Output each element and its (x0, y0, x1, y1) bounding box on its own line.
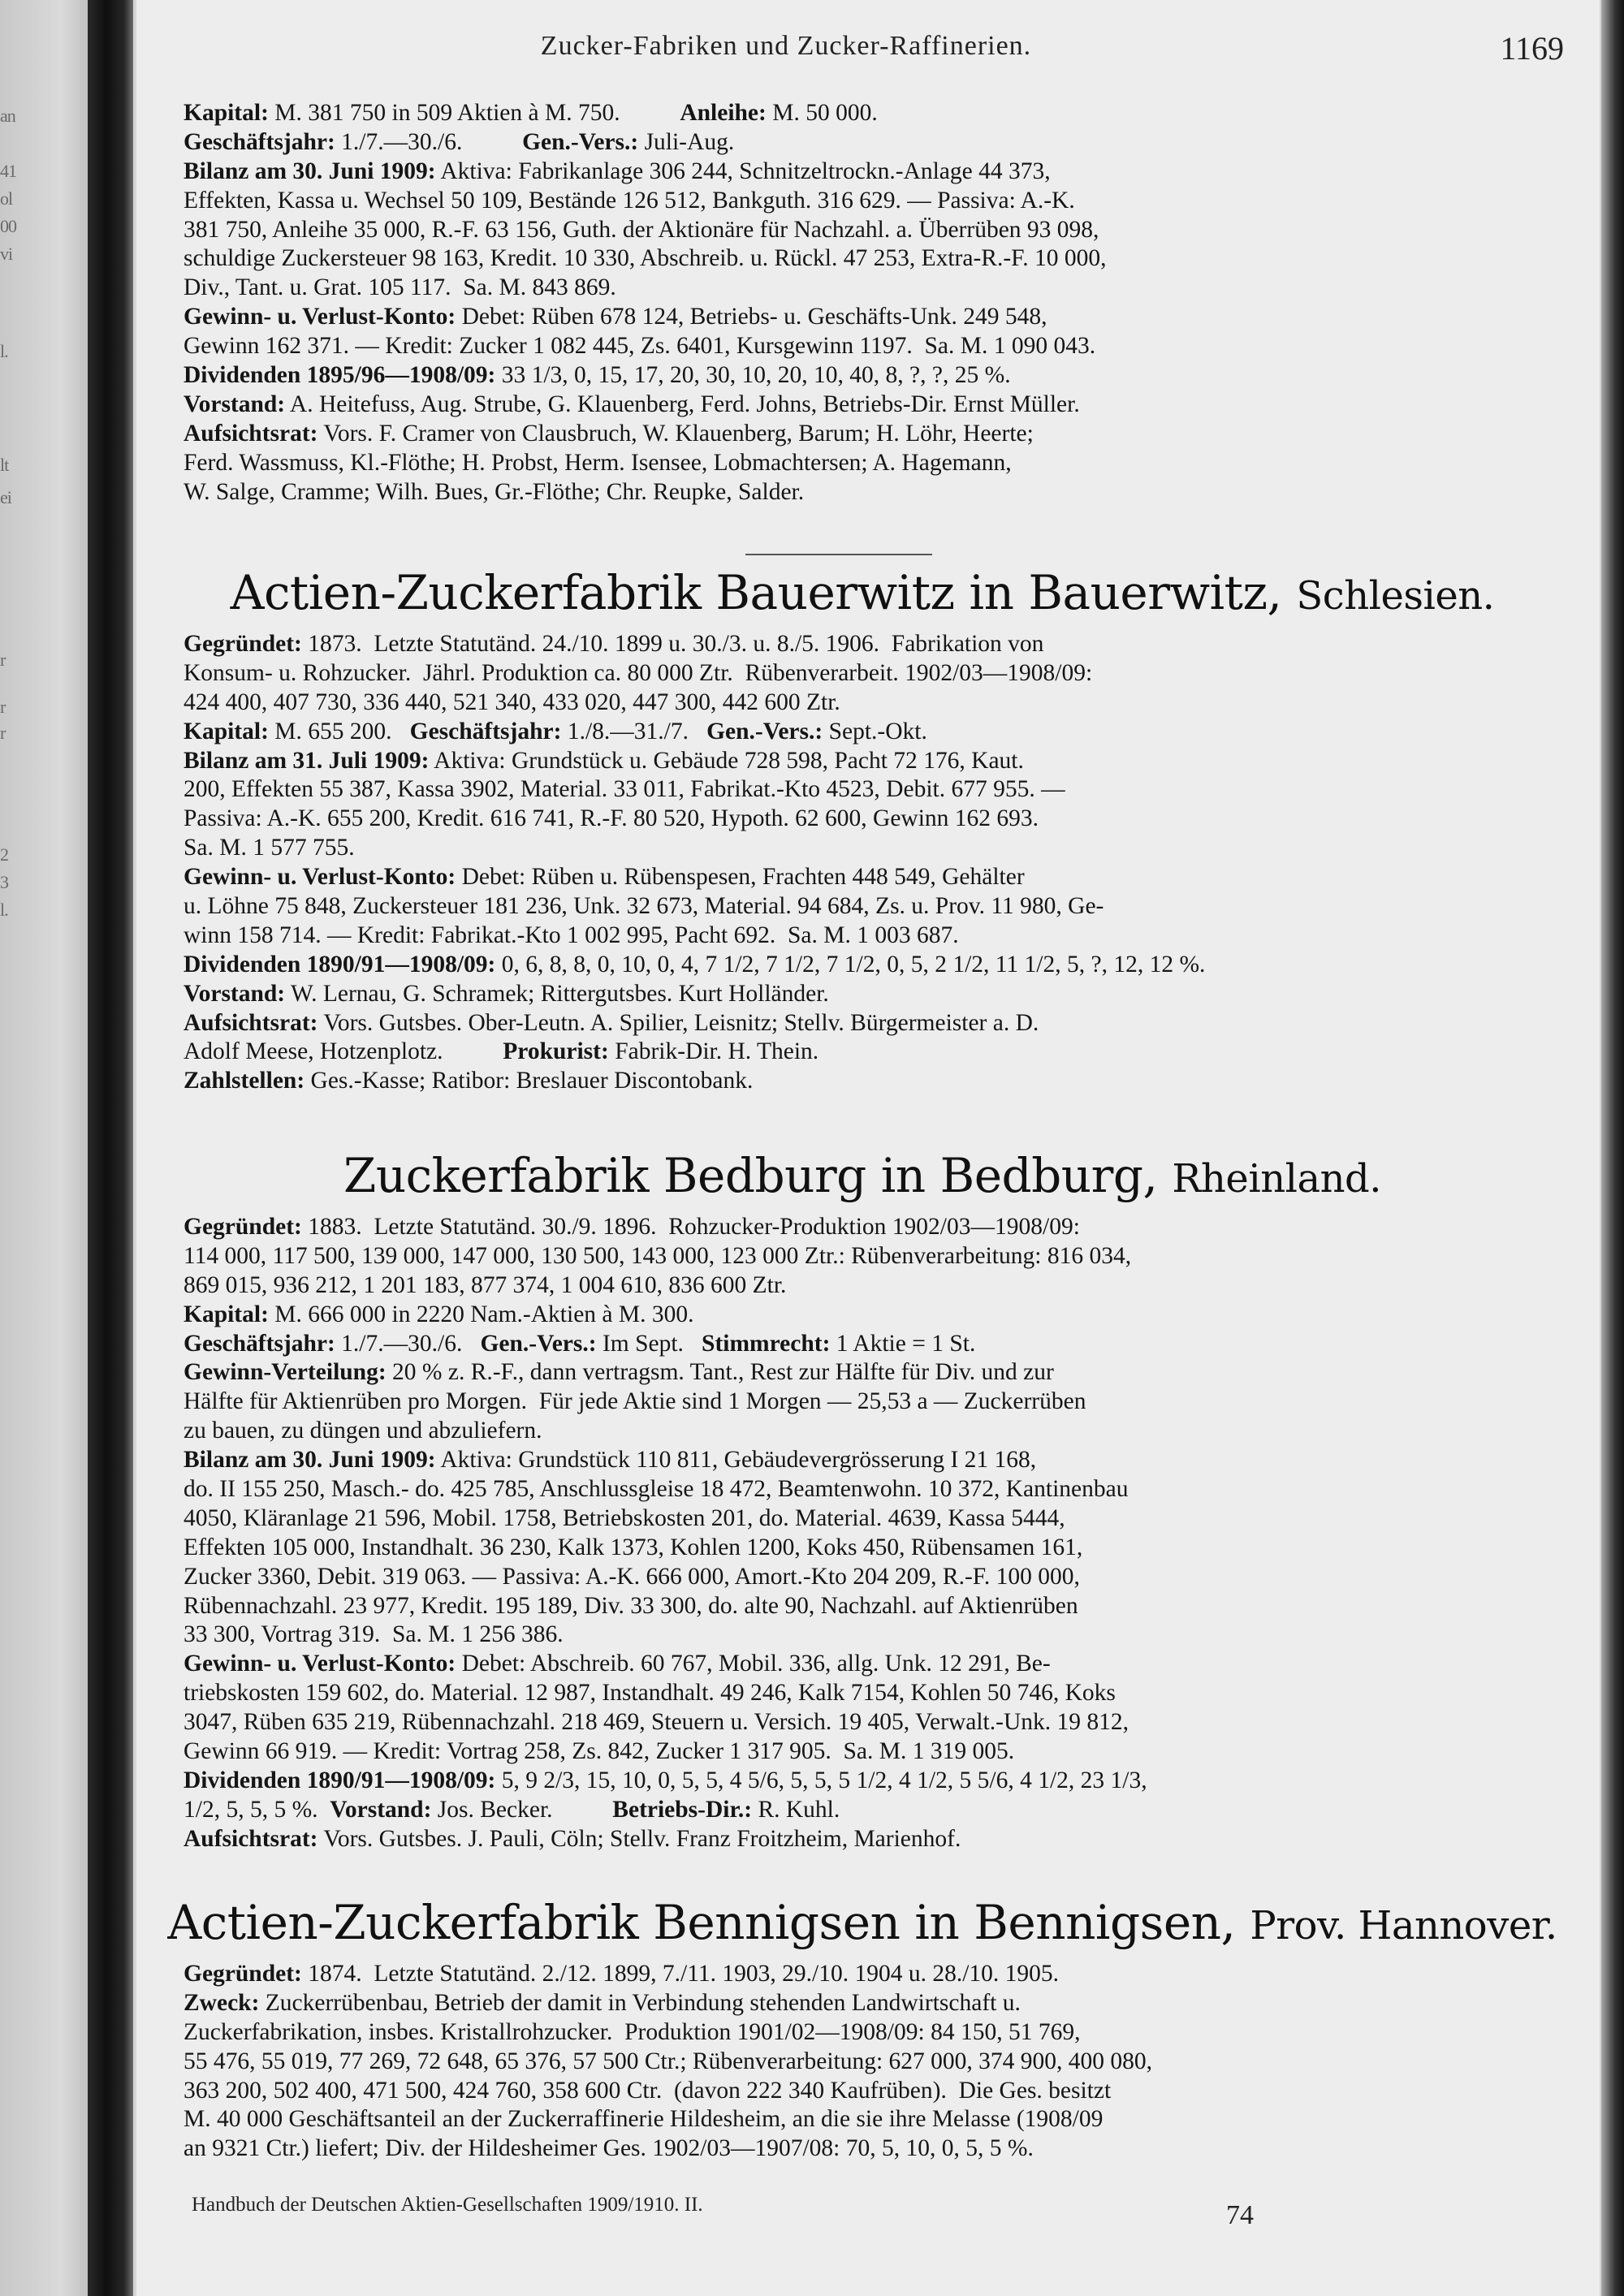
field-text: 1 Aktie = 1 St. (830, 1330, 976, 1357)
field-label: Bilanz am 30. Juni 1909: (184, 158, 436, 184)
company-title (156, 564, 1569, 624)
field-label: Geschäftsjahr: (184, 1330, 335, 1357)
entry-line (184, 2048, 1580, 2077)
field-text: Debet: Rüben 678 124, Betriebs- u. Geschäfts-Unk. 249 548, (456, 304, 1047, 330)
page-footer: Handbuch der Deutschen Aktien-Gesellschaften 1909/1910. II. (192, 2194, 703, 2216)
field-text: M. 655 200. (268, 718, 410, 744)
entry-line (184, 863, 1580, 892)
field-text: Effekten, Kassa u. Wechsel 50 109, Bestände 126 512, Bankguth. 316 629. — Passiva: A.-K. (184, 187, 1075, 214)
entry-line (184, 1650, 1580, 1679)
field-text: Jos. Becker. (431, 1796, 613, 1823)
company-region: Rheinland. (1172, 1156, 1381, 1202)
entry-line (184, 2134, 1580, 2164)
field-label: Gewinn- u. Verlust-Konto: (184, 864, 456, 891)
entry-line (184, 980, 1580, 1009)
entry-line (184, 951, 1580, 980)
field-text: Fabrik-Dir. H. Thein. (608, 1038, 819, 1065)
entry-line (184, 361, 1580, 391)
field-text: Ges.-Kasse; Ratibor: Breslauer Discontobank. (304, 1068, 754, 1094)
field-text: W. Lernau, G. Schramek; Rittergutsbes. Kurt Holländer. (285, 980, 829, 1007)
sheet-number: 74 (1226, 2200, 1254, 2230)
entry-line (184, 1563, 1580, 1592)
entry-line (184, 274, 1580, 303)
entry-line (184, 1621, 1580, 1650)
page-edge-shadow (1601, 0, 1624, 2296)
field-label: Vorstand: (184, 391, 286, 417)
field-label: Zweck: (184, 1989, 260, 2016)
field-label: Dividenden 1890/91—1908/09: (184, 1767, 496, 1793)
field-label: Gewinn-Verteilung: (184, 1359, 387, 1386)
field-label: Anleihe: (680, 100, 767, 126)
entry-line (184, 216, 1580, 245)
field-text: Rübennachzahl. 23 977, Kredit. 195 189, Div. 33 300, do. alte 90, Nachzahl. auf Aktienrüben (184, 1592, 1078, 1619)
field-text: Konsum- u. Rohzucker. Jährl. Produktion ca. 80 000 Ztr. Rübenverarbeit. 1902/03—1908/09: (184, 659, 1093, 686)
entry-line (184, 892, 1580, 921)
entry-line (184, 1038, 1580, 1067)
field-label: Aufsichtsrat: (184, 1825, 318, 1852)
field-text: Ferd. Wassmuss, Kl.-Flöthe; H. Probst, Herm. Isensee, Lobmachtersen; A. Hagemann, (184, 449, 1012, 476)
margin-fragment: 3 (0, 872, 8, 892)
entry-line (184, 1825, 1580, 1854)
field-text: schuldige Zuckersteuer 98 163, Kredit. 10 330, Abschreib. u. Rückl. 47 253, Extra-R.-F. 10 000, (184, 245, 1107, 272)
entry-line (184, 420, 1580, 449)
entry-line (184, 1592, 1580, 1621)
field-text: Passiva: A.-K. 655 200, Kredit. 616 741, R.-F. 80 520, Hypoth. 62 600, Gewinn 162 693. (184, 805, 1039, 832)
adjacent-page-margin (0, 0, 88, 2296)
entry-line (184, 1213, 1580, 1242)
section-continuation (184, 99, 1580, 507)
entry-line (184, 1388, 1580, 1417)
field-text: A. Heitefuss, Aug. Strube, G. Klauenberg, Ferd. Johns, Betriebs-Dir. Ernst Müller. (285, 391, 1080, 417)
field-text: 869 015, 936 212, 1 201 183, 877 374, 1 004 610, 836 600 Ztr. (184, 1271, 787, 1298)
entry-line (184, 2105, 1580, 2134)
entry-line (184, 1358, 1580, 1388)
book-binding-shadow (88, 0, 133, 2296)
margin-fragment: ei (0, 487, 11, 507)
page-number: 1169 (1500, 30, 1564, 67)
field-text: 33 300, Vortrag 319. Sa. M. 1 256 386. (184, 1621, 564, 1648)
entry-line (184, 158, 1580, 187)
entry-line (184, 244, 1580, 274)
entry-line (184, 834, 1580, 863)
field-label: Bilanz am 31. Juli 1909: (184, 747, 430, 774)
entry-line (184, 805, 1580, 834)
entry-line (184, 187, 1580, 216)
entry-line (184, 1009, 1580, 1038)
entry-line (184, 1330, 1580, 1359)
entry-line (184, 303, 1580, 332)
margin-fragment: vi (0, 244, 13, 264)
field-text: Vors. F. Cramer von Clausbruch, W. Klauenberg, Barum; H. Löhr, Heerte; (317, 420, 1034, 447)
entry-line (184, 630, 1580, 659)
field-label: Bilanz am 30. Juni 1909: (184, 1447, 436, 1474)
company-name: Zuckerfabrik Bedburg in Bedburg, (343, 1148, 1158, 1203)
margin-fragment: ol (0, 188, 13, 209)
field-text: 1874. Letzte Statutänd. 2./12. 1899, 7./11. 1903, 29./10. 1904 u. 28./10. 1905. (301, 1961, 1060, 1987)
margin-fragment: l. (0, 900, 8, 920)
margin-fragment: 2 (0, 844, 8, 865)
field-text: Sa. M. 1 577 755. (184, 835, 355, 861)
entry-line (184, 2018, 1580, 2048)
company-title (156, 1147, 1569, 1207)
entry-line (184, 332, 1580, 361)
field-text: 363 200, 502 400, 471 500, 424 760, 358 600 Ctr. (davon 222 340 Kaufrüben). Die Ges. besitzt (184, 2077, 1112, 2104)
field-label: Stimmrecht: (702, 1330, 831, 1357)
field-label: Gen.-Vers.: (480, 1330, 597, 1357)
entry-line (184, 775, 1580, 805)
field-text: Div., Tant. u. Grat. 105 117. Sa. M. 843 869. (184, 274, 616, 301)
entry-line (184, 718, 1580, 747)
field-label: Dividenden 1895/96—1908/09: (184, 362, 496, 389)
entry-line (184, 1534, 1580, 1563)
field-text: 3047, Rüben 635 219, Rübennachzahl. 218 469, Steuern u. Versich. 19 405, Verwalt.-Unk. 19 812, (184, 1709, 1129, 1736)
section-bauerwitz (184, 630, 1580, 1096)
field-label: Gewinn- u. Verlust-Konto: (184, 1651, 456, 1677)
field-text: Aktiva: Fabrikanlage 306 244, Schnitzeltrockn.-Anlage 44 373, (435, 158, 1051, 184)
field-text: 1./8.—31./7. (561, 718, 707, 744)
field-label: Vorstand: (330, 1796, 432, 1823)
field-text: 55 476, 55 019, 77 269, 72 648, 65 376, 57 500 Ctr.; Rübenverarbeitung: 627 000, 374 900, 400 080, (184, 2048, 1153, 2074)
entry-line (184, 1960, 1580, 1989)
field-label: Gegründet: (184, 631, 302, 657)
field-text: do. II 155 250, Masch.- do. 425 785, Anschlussgleise 18 472, Beamtenwohn. 10 372, Kantinenbau (184, 1476, 1129, 1503)
entry-line (184, 1989, 1580, 2018)
margin-fragment: l. (0, 341, 8, 361)
margin-fragment: r (0, 697, 6, 717)
entry-line (184, 1504, 1580, 1534)
entry-line (184, 688, 1580, 718)
field-label: Gewinn- u. Verlust-Konto: (184, 304, 456, 330)
section-rule (745, 554, 932, 555)
field-text: Gewinn 162 371. — Kredit: Zucker 1 082 445, Zs. 6401, Kursgewinn 1197. Sa. M. 1 090 043. (184, 333, 1096, 360)
field-label: Zahlstellen: (184, 1068, 305, 1094)
field-text: Adolf Meese, Hotzenplotz. (184, 1038, 503, 1065)
field-text: 381 750, Anleihe 35 000, R.-F. 63 156, Guth. der Aktionäre für Nachzahl. a. Überrüben 93 098, (184, 216, 1099, 243)
field-text: 1/2, 5, 5, 5 %. (184, 1796, 330, 1823)
field-label: Kapital: (184, 1301, 269, 1327)
entry-line (184, 1475, 1580, 1504)
field-text: 0, 6, 8, 8, 0, 10, 0, 4, 7 1/2, 7 1/2, 7 1/2, 0, 5, 2 1/2, 11 1/2, 5, ?, 12, 12 %. (495, 951, 1206, 978)
entry-line (184, 921, 1580, 951)
field-text: Effekten 105 000, Instandhalt. 36 230, Kalk 1373, Kohlen 1200, Koks 450, Rübensamen 161, (184, 1534, 1083, 1560)
field-text: Gewinn 66 919. — Kredit: Vortrag 258, Zs. 842, Zucker 1 317 905. Sa. M. 1 319 005. (184, 1738, 1015, 1765)
field-text: Vors. Gutsbes. Ober-Leutn. A. Spilier, Leisnitz; Stellv. Bürgermeister a. D. (317, 1009, 1039, 1036)
field-text: 1./7.—30./6. (335, 128, 523, 155)
field-text: R. Kuhl. (752, 1796, 840, 1823)
entry-line (184, 1679, 1580, 1708)
entry-line (184, 1271, 1580, 1301)
field-text: 5, 9 2/3, 15, 10, 0, 5, 5, 4 5/6, 5, 5, 5 1/2, 4 1/2, 5 5/6, 4 1/2, 23 1/3, (495, 1767, 1147, 1793)
field-text: W. Salge, Cramme; Wilh. Bues, Gr.-Flöthe; Chr. Reupke, Salder. (184, 478, 805, 505)
field-label: Gegründet: (184, 1961, 302, 1987)
field-label: Gen.-Vers.: (706, 718, 823, 744)
company-title (156, 1894, 1569, 1954)
field-text: Zuckerrübenbau, Betrieb der damit in Verbindung stehenden Landwirtschaft u. (259, 1989, 1021, 2016)
field-text: winn 158 714. — Kredit: Fabrikat.-Kto 1 002 995, Pacht 692. Sa. M. 1 003 687. (184, 921, 959, 948)
entry-line (184, 1446, 1580, 1475)
running-header: Zucker-Fabriken und Zucker-Raffinerien. (540, 31, 1032, 61)
entry-line (184, 1737, 1580, 1767)
margin-fragment: 41 (0, 161, 16, 181)
entry-line (184, 1067, 1580, 1096)
field-text: triebskosten 159 602, do. Material. 12 987, Instandhalt. 49 246, Kalk 7154, Kohlen 50 746, Koks (184, 1680, 1116, 1707)
field-text: Zucker 3360, Debit. 319 063. — Passiva: A.-K. 666 000, Amort.-Kto 204 209, R.-F. 100 000, (184, 1563, 1080, 1590)
field-label: Gen.-Vers.: (522, 128, 639, 155)
field-text: Debet: Rüben u. Rübenspesen, Frachten 448 549, Gehälter (456, 864, 1025, 891)
field-text: 33 1/3, 0, 15, 17, 20, 30, 10, 20, 10, 40, 8, ?, ?, 25 %. (495, 362, 1011, 389)
entry-line (184, 1708, 1580, 1737)
margin-fragment: 00 (0, 216, 16, 236)
field-label: Geschäftsjahr: (409, 718, 562, 744)
field-label: Kapital: (184, 718, 269, 744)
field-text: Hälfte für Aktienrüben pro Morgen. Für jede Aktie sind 1 Morgen — 25,53 a — Zuckerrüben (184, 1388, 1086, 1415)
field-text: Debet: Abschreib. 60 767, Mobil. 336, allg. Unk. 12 291, Be- (456, 1651, 1051, 1677)
field-text: Sept.-Okt. (823, 718, 927, 744)
field-text: Vors. Gutsbes. J. Pauli, Cöln; Stellv. Franz Froitzheim, Marienhof. (317, 1825, 961, 1852)
entry-line (184, 1301, 1580, 1330)
company-name: Actien-Zuckerfabrik Bauerwitz in Bauerwitz, (230, 565, 1282, 620)
entry-line (184, 128, 1580, 158)
field-text: Juli-Aug. (638, 128, 735, 155)
margin-fragment: lt (0, 455, 9, 475)
field-label: Vorstand: (184, 980, 286, 1007)
field-text: 1./7.—30./6. (335, 1330, 481, 1357)
entry-line (184, 1767, 1580, 1796)
field-text: M. 40 000 Geschäftsanteil an der Zuckerraffinerie Hildesheim, an die sie ihre Melasse (1908/09 (184, 2106, 1104, 2133)
entry-line (184, 391, 1580, 420)
section-bedburg (184, 1213, 1580, 1854)
field-text: 4050, Kläranlage 21 596, Mobil. 1758, Betriebskosten 201, do. Material. 4639, Kassa 5444, (184, 1504, 1065, 1531)
field-text: 424 400, 407 730, 336 440, 521 340, 433 020, 447 300, 442 600 Ztr. (184, 688, 840, 715)
entry-line (184, 449, 1580, 478)
field-label: Prokurist: (503, 1038, 609, 1065)
margin-fragment: r (0, 723, 6, 743)
margin-fragment: r (0, 650, 6, 670)
field-text: Im Sept. (596, 1330, 702, 1357)
section-bennigsen (184, 1960, 1580, 2164)
field-text: M. 666 000 in 2220 Nam.-Aktien à M. 300. (268, 1301, 694, 1327)
field-text: Aktiva: Grundstück u. Gebäude 728 598, Pacht 72 176, Kaut. (429, 747, 1024, 774)
field-label: Aufsichtsrat: (184, 1009, 318, 1036)
field-label: Gegründet: (184, 1214, 302, 1240)
company-name: Actien-Zuckerfabrik Bennigsen in Bennigsen, (167, 1895, 1236, 1950)
field-text: M. 50 000. (766, 100, 878, 126)
entry-line (184, 1796, 1580, 1825)
field-label: Aufsichtsrat: (184, 420, 318, 447)
field-text: Zuckerfabrikation, insbes. Kristallrohzucker. Produktion 1901/02—1908/09: 84 150, 51 769, (184, 2018, 1081, 2045)
field-text: an 9321 Ctr.) liefert; Div. der Hildesheimer Ges. 1902/03—1907/08: 70, 5, 10, 0, 5, 5 %. (184, 2135, 1034, 2162)
field-text: 1883. Letzte Statutänd. 30./9. 1896. Rohzucker-Produktion 1902/03—1908/09: (301, 1214, 1080, 1240)
field-text: u. Löhne 75 848, Zuckersteuer 181 236, Unk. 32 673, Material. 94 684, Zs. u. Prov. 11 980, Ge- (184, 893, 1104, 920)
field-text: 114 000, 117 500, 139 000, 147 000, 130 500, 143 000, 123 000 Ztr.: Rübenverarbeitung: 816 034, (184, 1242, 1132, 1269)
entry-line (184, 1242, 1580, 1271)
entry-line (184, 2077, 1580, 2106)
field-label: Betriebs-Dir.: (612, 1796, 753, 1823)
entry-line (184, 747, 1580, 776)
field-label: Dividenden 1890/91—1908/09: (184, 951, 496, 978)
entry-line (184, 99, 1580, 128)
field-text: 20 % z. R.-F., dann vertragsm. Tant., Rest zur Hälfte für Div. und zur (386, 1359, 1054, 1386)
field-text: M. 381 750 in 509 Aktien à M. 750. (268, 100, 680, 126)
field-label: Geschäftsjahr: (184, 128, 335, 155)
field-text: 200, Effekten 55 387, Kassa 3902, Material. 33 011, Fabrikat.-Kto 4523, Debit. 677 955. — (184, 776, 1065, 803)
field-text: 1873. Letzte Statutänd. 24./10. 1899 u. 30./3. u. 8./5. 1906. Fabrikation von (301, 631, 1044, 657)
entry-line (184, 478, 1580, 507)
field-text: zu bauen, zu düngen und abzuliefern. (184, 1418, 542, 1444)
entry-line (184, 659, 1580, 688)
field-label: Kapital: (184, 100, 269, 126)
company-region: Schlesien. (1296, 573, 1495, 619)
margin-fragment: an (0, 106, 15, 126)
field-text: Aktiva: Grundstück 110 811, Gebäudevergrösserung I 21 168, (435, 1447, 1037, 1474)
company-region: Prov. Hannover. (1250, 1903, 1557, 1949)
entry-line (184, 1417, 1580, 1446)
book-page (136, 0, 1600, 2296)
